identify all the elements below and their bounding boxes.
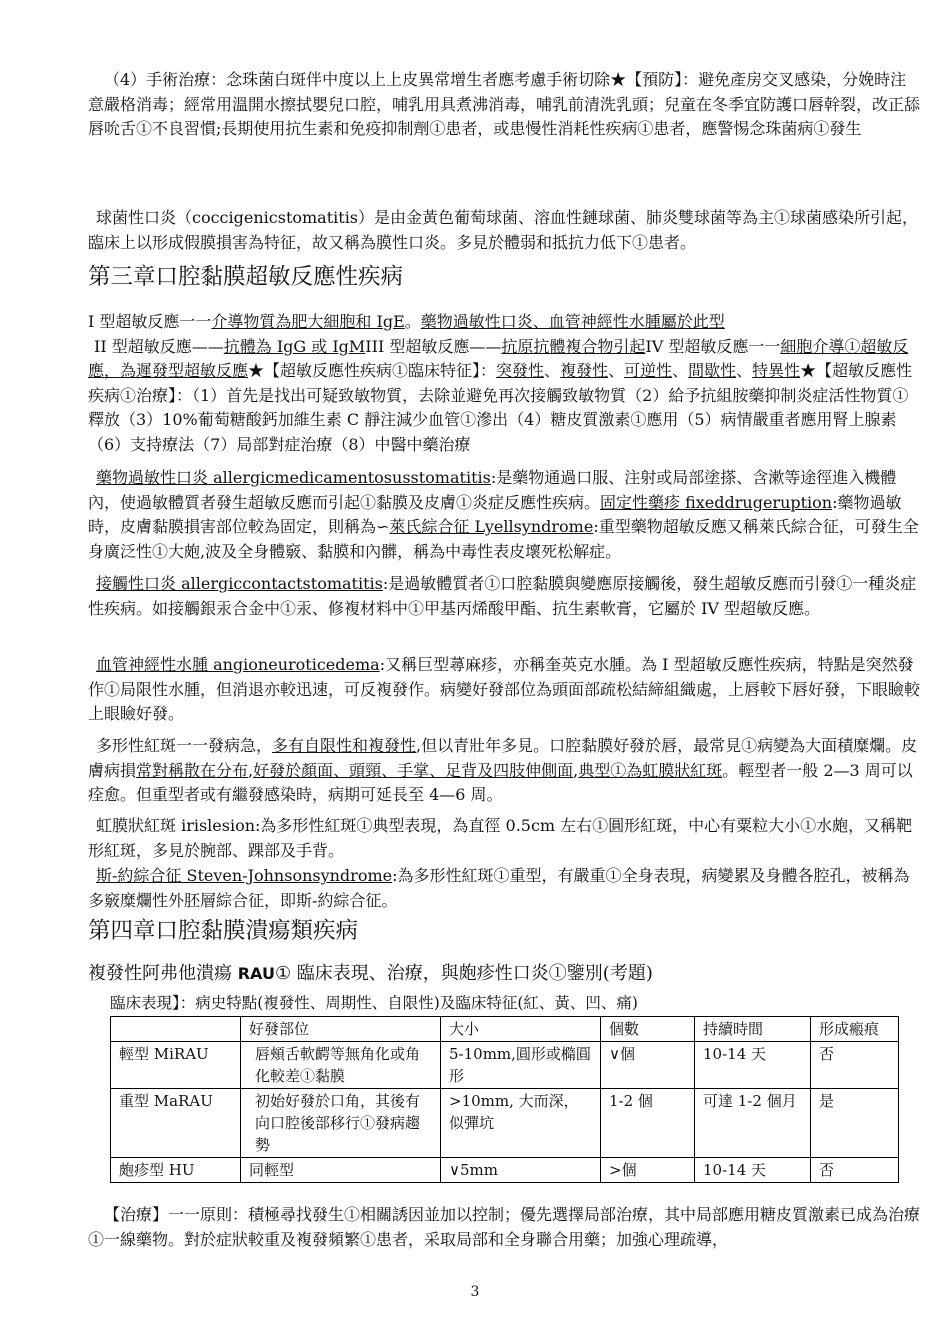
type4-prefix: IV 型超敏反應一一 <box>645 336 781 356</box>
table-row <box>111 1089 899 1158</box>
term-drug-allergic-stomatitis: 藥物過敏性口炎 allergicmedicamentosusstomatitis <box>96 468 491 487</box>
type2-prefix: II 型超敏反應—— <box>94 336 224 356</box>
table-cell: 皰疹型 HU <box>111 1158 241 1183</box>
rau-heading-prefix: 複發性阿弗他潰瘍 <box>88 963 238 984</box>
paragraph-drug-allergy <box>88 466 920 564</box>
chapter-3-title: 第三章口腔黏膜超敏反應性疾病 <box>88 264 404 290</box>
contact-stomatitis-body: :是過敏體質者①口腔黏膜與變應原接觸後，發生超敏反應而引發①一種炎症性疾病。如接觸銀汞合金中①汞、修複材料中①甲基丙烯酸甲酯、抗生素軟膏，它屬於 IV 型超敏反應。 <box>88 574 917 618</box>
rau-comparison-table <box>110 1016 899 1183</box>
paragraph-rau-treatment: 【治療】一一原則：積極尋找發生①相關誘因並加以控制；優先選擇局部治療，其中局部應用糖皮質激素已成為治療①一線藥物。對於症狀較重及複發頻繁①患者，采取局部和全身聯合用藥；加強心理疏導， <box>88 1205 921 1249</box>
table-cell: 同輕型 <box>241 1158 441 1183</box>
table-cell: 是 <box>811 1089 899 1158</box>
type1-separator: 。 <box>404 312 421 331</box>
feature-sep: 、 <box>544 361 561 381</box>
feature-intermittent: 間歇性 <box>688 361 737 381</box>
table-cell: ∨5mm <box>441 1158 601 1183</box>
page-number: 3 <box>470 1284 480 1300</box>
stevens-johnson-body: :為多形性紅斑①重型，有嚴重①全身表現，病變累及身體各腔孔，被稱為多竅糜爛性外胚層綜合征，即斯-約綜合征。 <box>88 866 910 910</box>
term-contact-stomatitis: 接觸性口炎 allergiccontactstomatitis <box>96 574 383 593</box>
hypersensitivity-treatment: ★【超敏反應性疾病①治療】：（1）首先是找出可疑致敏物質，去除並避免再次接觸致敏物質（2）給予抗組胺藥抑制炎症活性物質①釋放（3）10%葡萄糖酸鈣加維生素 C 靜注減少血管①滲出（4）糖皮質激素①應用（5）病情嚴重者應用腎上腺素（6）支持療法（7）局部對症治療（8）中醫中藥治療 <box>88 361 913 454</box>
paragraph-erythema-multiforme <box>88 734 920 808</box>
feature-reversible: 可逆性 <box>624 361 673 381</box>
type3-complex: 抗原抗體複合物引起 <box>501 336 646 356</box>
table-cell: 輕型 MiRAU <box>111 1042 241 1089</box>
table-cell: 可達 1-2 個月 <box>695 1089 811 1158</box>
type1-prefix: I 型超敏反應一一 <box>88 312 212 331</box>
feature-recurrent: 複發性 <box>560 361 609 381</box>
table-cell: 否 <box>811 1042 899 1089</box>
feature-specific: 特異性 <box>752 361 801 381</box>
feature-sudden: 突發性 <box>496 361 545 381</box>
table-header-cell: 大小 <box>441 1017 601 1042</box>
lyell-syndrome-body: :重型藥物超敏反應又稱萊氏綜合征，可發生全身廣泛性①大皰,波及全身體竅、黏膜和內髒，稱為中毒性表皮壞死松解症。 <box>88 517 919 561</box>
feature-sep: 、 <box>736 361 753 381</box>
erythema-iris-lesion: 典型①為虹膜狀紅斑 <box>578 760 723 780</box>
table-header-cell: 好發部位 <box>241 1017 441 1042</box>
erythema-mid1: ,但以青壯年多見。口腔黏膜好發於唇，最常見①病變為大面積糜爛。皮膚病損 <box>88 736 918 780</box>
feature-prefix: ★【超敏反應性疾病①臨床特征】： <box>248 361 497 381</box>
type3-prefix: III 型超敏反應—— <box>365 336 502 356</box>
chapter-4-title: 第四章口腔黏膜潰瘍類疾病 <box>88 918 359 944</box>
table-cell: 10-14 天 <box>695 1158 811 1183</box>
erythema-sites: 好發於顏面、頭頸、手掌、足背及四肢伸側面 <box>253 760 574 780</box>
type4-cell-mediated: 細胞介導①超敏反應，為遲發型超敏反應 <box>88 336 909 381</box>
table-header-cell: 個數 <box>601 1017 695 1042</box>
type1-mediator: 介導物質為肥大細胞和 IgE <box>211 312 405 331</box>
table-row <box>111 1042 899 1089</box>
paragraph-coccigenic-stomatitis: 球菌性口炎（coccigenicstomatitis）是由金黃色葡萄球菌、溶血性鏈球菌、肺炎雙球菌等為主①球菌感染所引起，臨床上以形成假膜損害為特征，故又稱為膜性口炎。多見於體弱和抵抗力低下①患者。 <box>88 208 919 252</box>
table-cell: 5-10mm,圓形或橢圓形 <box>441 1042 601 1089</box>
rau-clinical-features: 臨床表現】：病史特點(複發性、周期性、自限性)及臨床特征(紅、黃、凹、痛) <box>110 994 638 1012</box>
type2-antibody: 抗體為 IgG 或 IgM <box>223 336 366 356</box>
table-row <box>111 1158 899 1183</box>
paragraph-contact-stomatitis <box>88 572 920 621</box>
table-cell: 初始好發於口角，其後有向口腔後部移行①發病趨勢 <box>241 1089 441 1158</box>
table-cell: 重型 MaRAU <box>111 1089 241 1158</box>
term-lyell-syndrome: 萊氏綜合征 Lyellsyndrome <box>389 517 594 537</box>
erythema-mid3: , <box>573 760 579 780</box>
table-cell: 1-2 個 <box>601 1089 695 1158</box>
erythema-prefix: 多形性紅斑一一發病急， <box>96 736 273 755</box>
drug-allergy-body: :是藥物通過口服、注射或局部塗搽、含漱等途徑進入機體內，使過敏體質者發生超敏反應而引起①黏膜及皮膚①炎症反應性疾病。 <box>88 468 897 512</box>
feature-sep: 、 <box>608 361 625 381</box>
paragraph-hypersensitivity-types <box>88 310 920 458</box>
table-cell: 否 <box>811 1158 899 1183</box>
table-header-cell: 持續時間 <box>695 1017 811 1042</box>
erythema-self-limiting: 多有自限性和複發性 <box>272 736 417 755</box>
table-cell: ∨個 <box>601 1042 695 1089</box>
table-cell: 唇頰舌軟齶等無角化或角化較差①黏膜 <box>241 1042 441 1089</box>
fixed-drug-eruption-body: :藥物過敏時，皮膚黏膜損害部位較為固定，則稱為∽ <box>88 492 902 537</box>
angioneurotic-edema-body: :又稱巨型蕁麻疹，亦稱奎英克水腫。為 I 型超敏反應性疾病，特點是突然發作①局限性水腫，但消退亦較迅速，可反複發作。病變好發部位為頭面部疏松結締組織處，上唇較下唇好發，下眼瞼較上眼瞼好發。 <box>88 655 921 724</box>
table-header-cell <box>111 1017 241 1042</box>
paragraph-iris-lesion: 虹膜狀紅斑 irislesion:為多形性紅斑①典型表現，為直徑 0.5cm 左右①圓形紅斑，中心有粟粒大小①水皰，又稱靶形紅斑，多見於腕部、踝部及手背。 <box>88 816 913 860</box>
paragraph-surgery-prevention: （4）手術治療：念珠菌白斑伴中度以上上皮異常增生者應考慮手術切除★【預防】：避免產房交叉感染，分娩時注意嚴格消毒；經常用溫開水擦拭嬰兒口腔，哺乳用具煮沸消毒，哺乳前清洗乳頭；兒童在冬季宜防護口唇幹裂，改正舔唇吮舌①不良習慣;長期使用抗生素和免疫抑制劑①患者，或患慢性消耗性疾病①患者，應警惕念珠菌病①發生 <box>88 70 921 139</box>
table-cell: 10-14 天 <box>695 1042 811 1089</box>
rau-heading-suffix: ① 臨床表現、治療，與皰疹性口炎①鑒別(考題) <box>274 963 653 984</box>
rau-abbreviation: RAU <box>237 964 275 983</box>
term-fixed-drug-eruption: 固定性藥疹 fixeddrugeruption <box>600 492 833 512</box>
paragraph-stevens-johnson <box>88 864 920 913</box>
table-cell: >個 <box>601 1158 695 1183</box>
rau-heading <box>88 962 653 986</box>
table-header-row <box>111 1017 899 1042</box>
type1-examples: 藥物過敏性口炎、血管神經性水腫屬於此型 <box>420 312 725 331</box>
paragraph-angioneurotic-edema <box>88 653 920 727</box>
erythema-suffix: 。輕型者一般 2—3 周可以痊愈。但重型者或有繼發感染時，病期可延長至 4—6 周。 <box>88 760 913 805</box>
table-cell: >10mm, 大而深，似彈坑 <box>441 1089 601 1158</box>
feature-sep: 、 <box>672 361 689 381</box>
table-header-cell: 形成瘢痕 <box>811 1017 899 1042</box>
term-stevens-johnson: 斯-約綜合征 Steven-Johnsonsyndrome <box>96 866 393 885</box>
erythema-mid2: , <box>248 760 254 780</box>
term-angioneurotic-edema: 血管神經性水腫 angioneuroticedema <box>96 655 380 674</box>
erythema-symmetric: 常對稱散在分布 <box>136 760 249 780</box>
